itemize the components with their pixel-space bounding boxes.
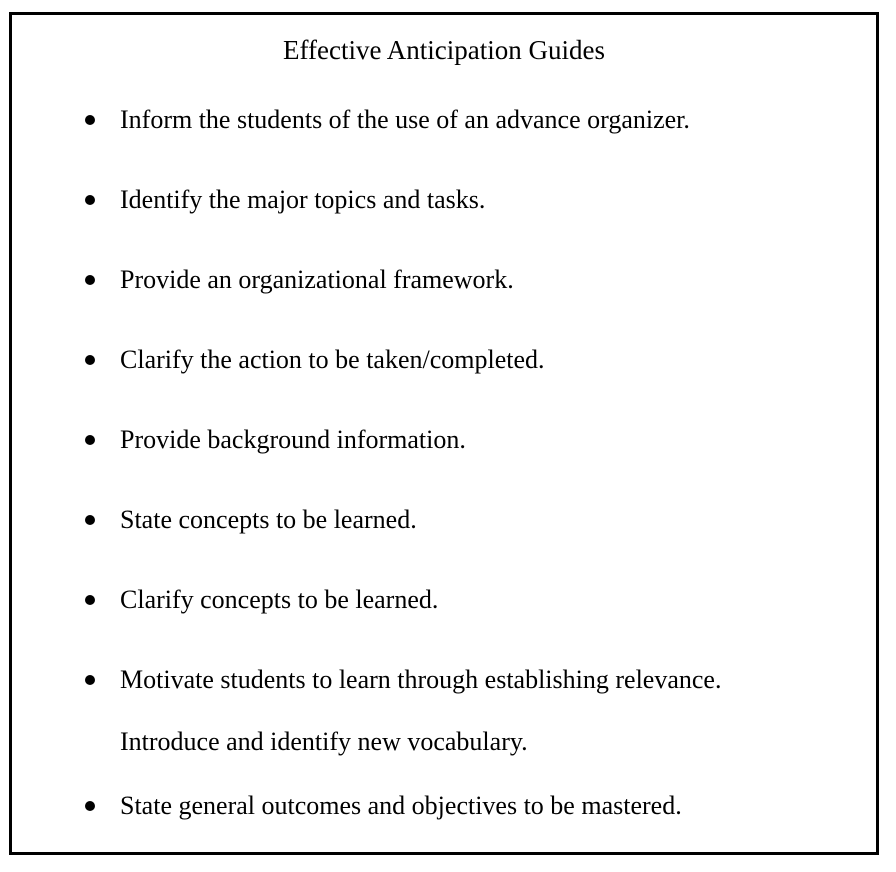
bullet-icon [85, 515, 95, 525]
bullet-icon [85, 801, 95, 811]
list-item-text: Introduce and identify new vocabulary. [120, 727, 528, 756]
list-item [12, 504, 876, 536]
bullet-icon [85, 675, 95, 685]
bullet-icon [85, 435, 95, 445]
bullet-icon [85, 115, 95, 125]
list-item [12, 104, 876, 136]
list-item-text: Clarify concepts to be learned. [120, 585, 439, 614]
list-item-continuation [12, 726, 876, 758]
list-item-text: Clarify the action to be taken/completed. [120, 345, 545, 374]
list-item [12, 264, 876, 296]
bullet-icon [85, 595, 95, 605]
list-item-text: State general outcomes and objectives to be mastered. [120, 791, 682, 820]
list-item [12, 584, 876, 616]
list-item [12, 790, 876, 822]
anticipation-guides-box [9, 12, 879, 855]
list-item-text: State concepts to be learned. [120, 505, 417, 534]
bullet-icon [85, 195, 95, 205]
list-item-text: Inform the students of the use of an advance organizer. [120, 105, 690, 134]
guides-list [12, 104, 876, 822]
bullet-icon [85, 355, 95, 365]
list-item-text: Provide background information. [120, 425, 466, 454]
page-title: Effective Anticipation Guides [283, 35, 605, 65]
bullet-icon [85, 275, 95, 285]
list-item [12, 184, 876, 216]
list-item-text: Motivate students to learn through establishing relevance. [120, 665, 722, 694]
list-item [12, 424, 876, 456]
list-item [12, 664, 876, 696]
list-item-text: Provide an organizational framework. [120, 265, 514, 294]
list-item-text: Identify the major topics and tasks. [120, 185, 486, 214]
list-item [12, 344, 876, 376]
